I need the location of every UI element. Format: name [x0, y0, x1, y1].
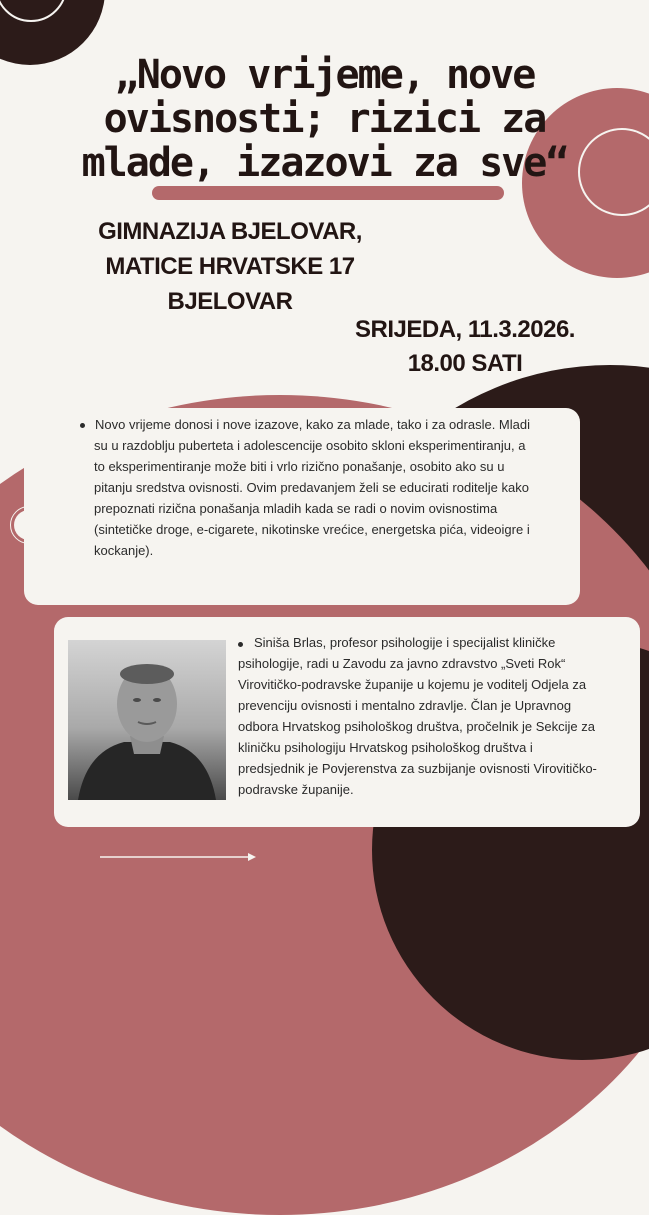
description-card: [24, 408, 580, 605]
description-line-2: su u razdoblju puberteta i adolescencije osobito skloni eksperimentiranju, a: [94, 438, 526, 453]
speaker-line-3: Virovitičko-podravske županije u kojemu je voditelj Odjela za: [238, 677, 587, 692]
description-line-6: (sintetičke droge, e-cigarete, nikotinske vrećice, energetska pića, videoigre i: [94, 522, 530, 537]
description-line-3: to eksperimentiranje može biti i vrlo rizično ponašanje, osobito ako su u: [94, 459, 505, 474]
description-line-5: prepoznati rizična ponašanja mladih kada se radi o novim ovisnostima: [94, 501, 498, 516]
title-line-1: „Novo vrijeme, nove: [114, 52, 535, 98]
event-time: 18.00 SATI: [407, 350, 523, 377]
venue-line-3: BJELOVAR: [167, 288, 293, 315]
description-bullet: [80, 423, 85, 428]
speaker-photo: [68, 640, 226, 800]
speaker-line-2: psihologije, radi u Zavodu za javno zdravstvo „Sveti Rok“: [238, 656, 566, 671]
speaker-line-6: kliničku psihologiju Hrvatskog psihološkog društva i: [238, 740, 533, 755]
speaker-line-7: predsjednik je Povjerenstva za suzbijanje ovisnosti Virovitičko-: [238, 761, 597, 776]
speaker-line-8: podravske županije.: [238, 782, 354, 797]
speaker-card: [54, 617, 640, 827]
title-line-3: mlade, izazovi za sve“: [81, 140, 568, 186]
speaker-bullet: [238, 642, 243, 647]
venue-line-1: GIMNAZIJA BJELOVAR,: [98, 218, 362, 245]
speaker-line-1: Siniša Brlas, profesor psihologije i specijalist kliničke: [254, 635, 556, 650]
description-line-4: pitanju sredstva ovisnosti. Ovim predavanjem želi se educirati roditelje kako: [94, 480, 529, 495]
title-line-2: ovisnosti; rizici za: [103, 96, 546, 142]
speaker-line-5: odbora Hrvatskog psihološkog društva, pročelnik je Sekcije za: [238, 719, 595, 734]
arrow-right-icon: [100, 850, 260, 862]
description-line-7: kockanje).: [94, 543, 154, 558]
portrait-silhouette-icon: [68, 640, 226, 800]
speaker-line-4: prevenciju ovisnosti i mentalno zdravlje. Član je Upravnog: [238, 698, 572, 713]
venue-line-2: MATICE HRVATSKE 17: [105, 253, 355, 280]
title-underline: [152, 186, 504, 200]
event-date: SRIJEDA, 11.3.2026.: [355, 316, 575, 343]
description-line-1: Novo vrijeme donosi i nove izazove, kako za mlade, tako i za odrasle. Mladi: [95, 417, 530, 432]
